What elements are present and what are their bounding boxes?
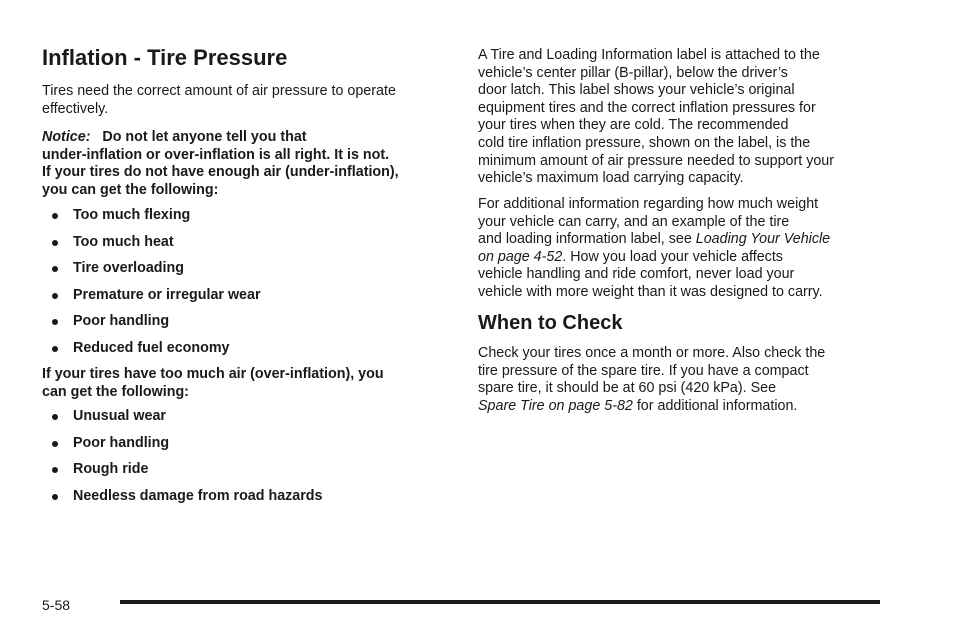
spare-tire-reference[interactable]: Spare Tire on page 5-82	[478, 397, 633, 414]
bullet-icon	[52, 494, 58, 500]
over-inflation-intro: If your tires have too much air (over-inflation), you can get the following:	[42, 366, 384, 400]
bullet-icon	[52, 240, 58, 246]
when-to-check-paragraph: Check your tires once a month or more. Also check the tire pressure of the spare tire. If you have a compact spare tire, it should be at 60 psi (420 kPa). See Spare Tire on page 5-82 for additional information.	[478, 345, 826, 414]
intro-paragraph: Tires need the correct amount of air pressure to operate effectively.	[42, 83, 396, 117]
bullet-icon	[52, 293, 58, 299]
bullet-icon	[52, 319, 58, 325]
label-info-paragraph: A Tire and Loading Information label is attached to the vehicle’s center pillar (B-pillar), below the driver’s door latch. This label shows your vehicle’s original equipment tires and the correct inflation pressures for your tires when they are cold. The recommended cold tire inflation pressure, shown on the label, is the minimum amount of air pressure needed to support your vehicle’s maximum load carrying capacity.	[478, 47, 835, 187]
when-to-check-heading: When to Check	[478, 312, 623, 334]
bullet-icon	[52, 346, 58, 352]
notice-paragraph: Notice: Do not let anyone tell you that under-inflation or over-inflation is all right. It is not. If your tires do not have enough air (under-inflation), you can get the following:	[42, 129, 399, 198]
bullet-icon	[52, 467, 58, 473]
bullet-icon	[52, 266, 58, 272]
page-number: 5-58	[42, 597, 71, 613]
section-title: Inflation - Tire Pressure	[42, 45, 288, 70]
additional-info-paragraph: For additional information regarding how much weight your vehicle can carry, and an example of the tire and loading information label, see Loading Your Vehicle on page 4-52. How you load your vehicle affects vehicle handling and ride comfort, never load your vehicle with more weight than it was designed to carry.	[478, 196, 831, 300]
notice-label: Notice:	[42, 129, 91, 145]
bullet-icon	[52, 414, 58, 420]
bullet-icon	[52, 213, 58, 219]
footer-divider	[120, 600, 880, 604]
bullet-icon	[52, 441, 58, 447]
loading-vehicle-page-reference[interactable]: on page 4-52	[478, 248, 563, 265]
loading-vehicle-reference[interactable]: Loading Your Vehicle	[695, 231, 831, 248]
